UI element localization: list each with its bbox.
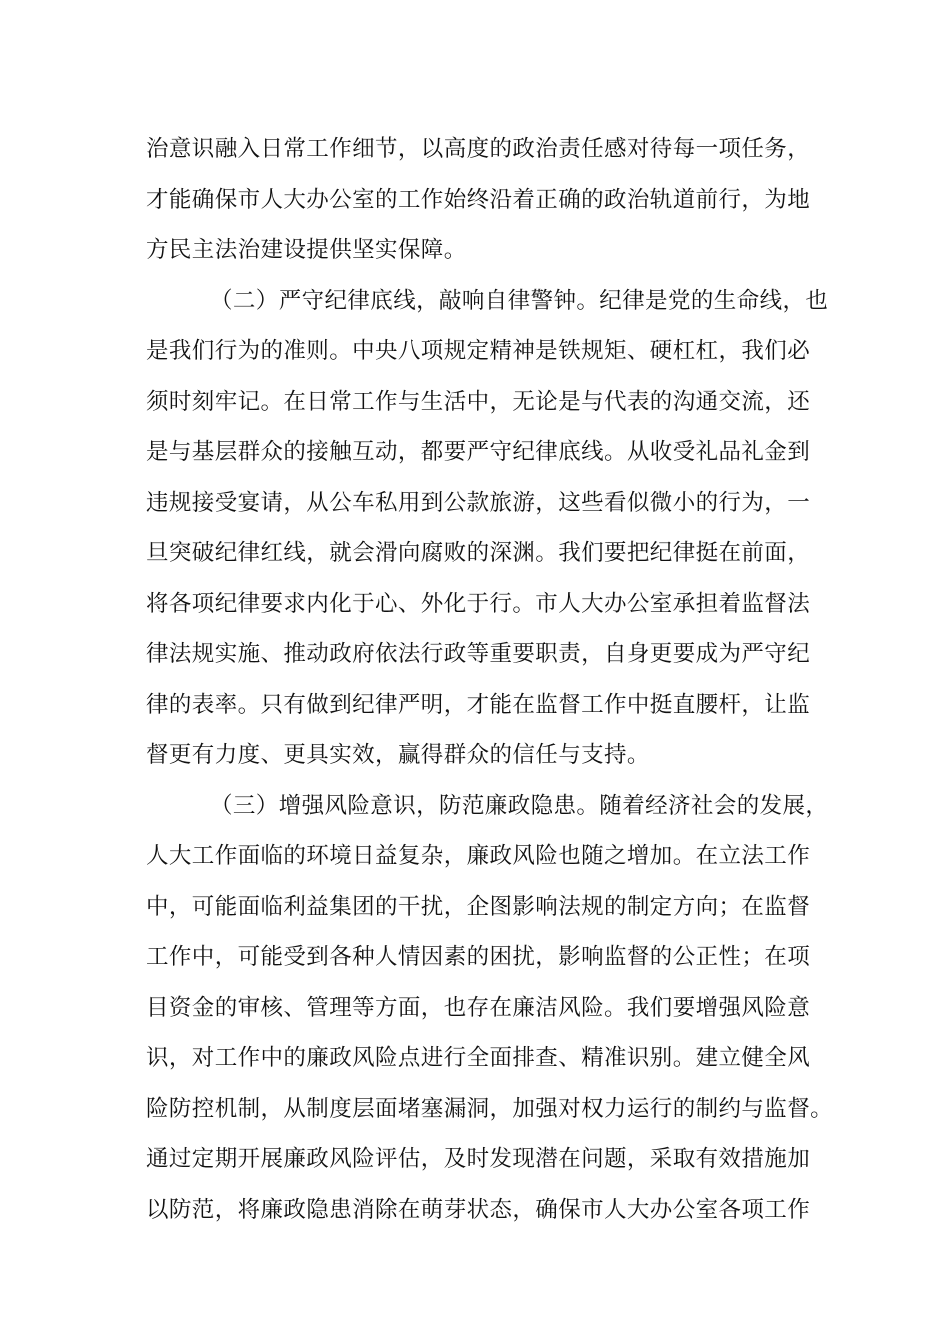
text-line: 是与基层群众的接触互动，都要严守纪律底线。从收受礼品礼金到 [146, 439, 811, 465]
text-line: 是我们行为的准则。中央八项规定精神是铁规矩、硬杠杠，我们必 [146, 338, 811, 364]
text-line: 识，对工作中的廉政风险点进行全面排查、精准识别。建立健全风 [146, 1045, 811, 1071]
text-line: 以防范，将廉政隐患消除在萌芽状态，确保市人大办公室各项工作 [146, 1196, 811, 1223]
text-line: 律的表率。只有做到纪律严明，才能在监督工作中挺直腰杆，让监 [146, 691, 811, 718]
text-line: 督更有力度、更具实效，赢得群众的信任与支持。 [146, 742, 650, 768]
text-line: 才能确保市人大办公室的工作始终沿着正确的政治轨道前行，为地 [146, 186, 811, 213]
text-line: 方民主法治建设提供坚实保障。 [146, 237, 467, 263]
section-heading-line: （三）增强风险意识，防范廉政隐患。随着经济社会的发展， [210, 792, 829, 819]
text-line: 治意识融入日常工作细节，以高度的政治责任感对待每一项任务， [146, 136, 811, 162]
text-line: 人大工作面临的环境日益复杂，廉政风险也随之增加。在立法工作 [146, 843, 811, 869]
section-heading-line: （二）严守纪律底线，敲响自律警钟。纪律是党的生命线，也 [210, 287, 829, 314]
text-line: 通过定期开展廉政风险评估，及时发现潜在问题，采取有效措施加 [146, 1146, 811, 1172]
text-line: 工作中，可能受到各种人情因素的困扰，影响监督的公正性；在项 [146, 944, 811, 970]
body-text [146, 124, 834, 1235]
text-line: 律法规实施、推动政府依法行政等重要职责，自身更要成为严守纪 [146, 641, 811, 667]
text-line: 险防控机制，从制度层面堵塞漏洞，加强对权力运行的制约与监督。 [146, 1095, 834, 1122]
text-line: 将各项纪律要求内化于心、外化于行。市人大办公室承担着监督法 [146, 590, 811, 617]
text-line: 旦突破纪律红线，就会滑向腐败的深渊。我们要把纪律挺在前面， [146, 540, 811, 566]
text-line: 中，可能面临利益集团的干扰，企图影响法规的制定方向；在监督 [146, 893, 811, 920]
text-line: 目资金的审核、管理等方面，也存在廉洁风险。我们要增强风险意 [146, 994, 811, 1021]
text-line: 须时刻牢记。在日常工作与生活中，无论是与代表的沟通交流，还 [146, 388, 811, 415]
text-line: 违规接受宴请，从公车私用到公款旅游，这些看似微小的行为，一 [146, 489, 811, 516]
